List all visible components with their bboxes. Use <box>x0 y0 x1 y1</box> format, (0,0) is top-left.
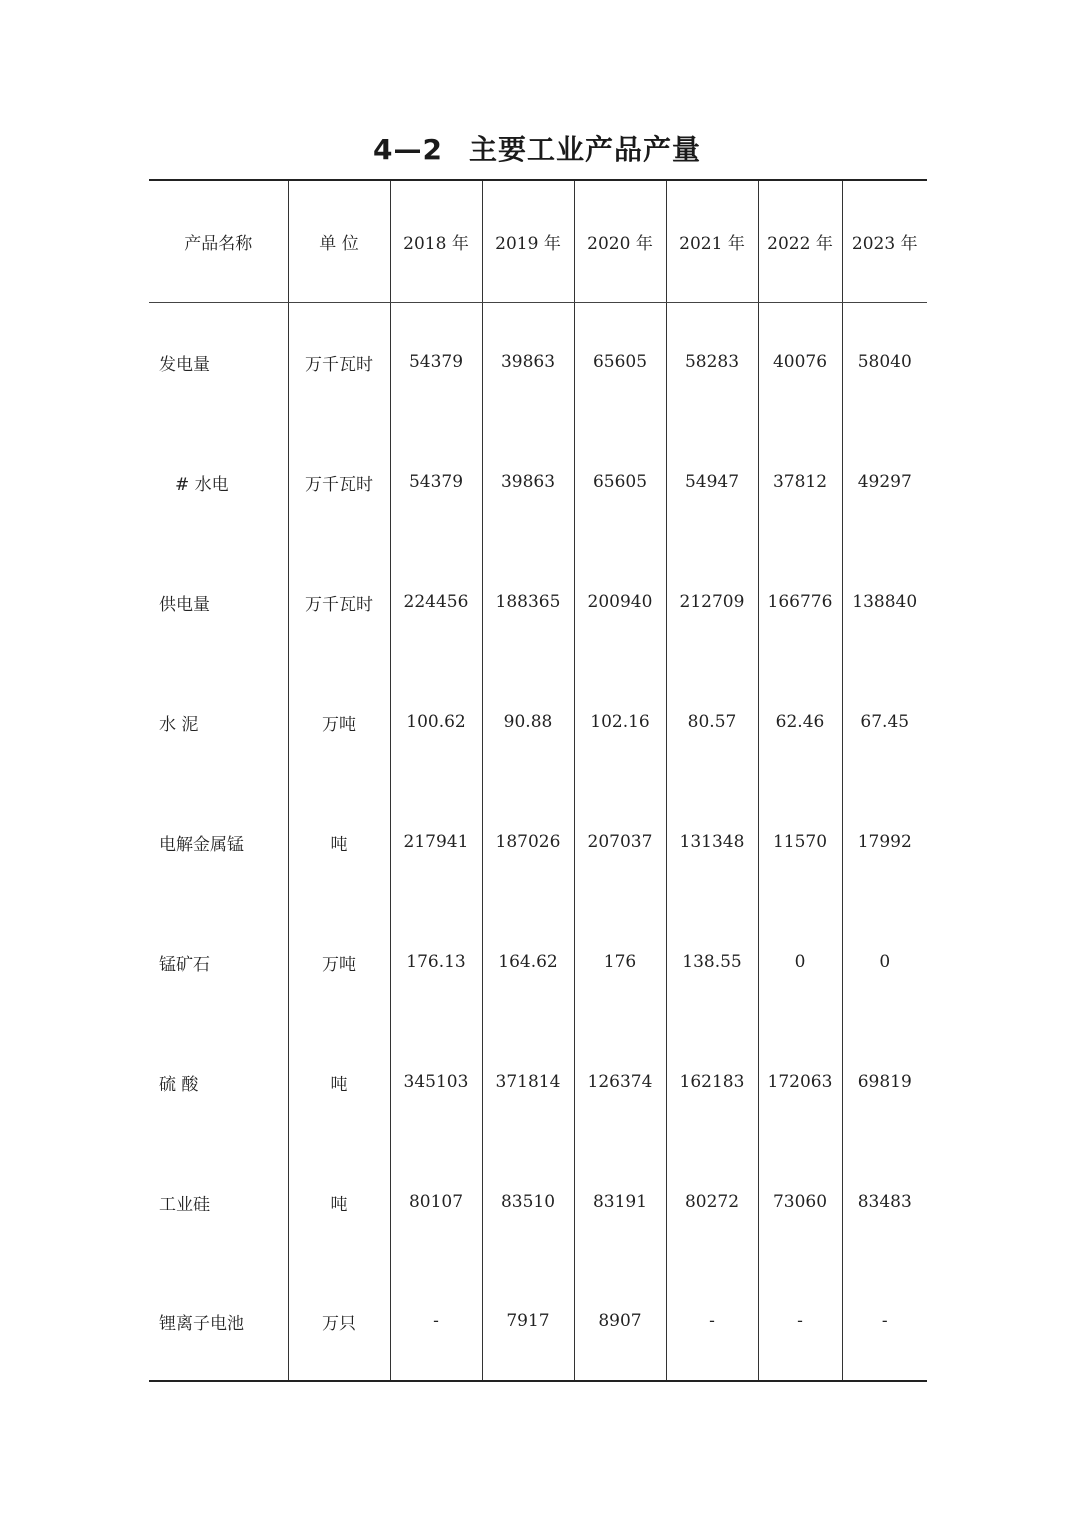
cell-value: 54379 <box>390 302 482 422</box>
cell-value: 126374 <box>574 1022 666 1142</box>
cell-value: 11570 <box>758 782 842 902</box>
cell-value: 131348 <box>666 782 758 902</box>
header-year-2023: 2023 年 <box>842 180 927 302</box>
cell-value: 83510 <box>482 1142 574 1262</box>
cell-value: - <box>842 1262 927 1381</box>
page-title <box>0 128 1074 168</box>
cell-value: 80107 <box>390 1142 482 1262</box>
cell-value: 54379 <box>390 422 482 542</box>
cell-value: 207037 <box>574 782 666 902</box>
cell-unit: 万千瓦时 <box>288 422 390 542</box>
cell-value: 138840 <box>842 542 927 662</box>
cell-value: 65605 <box>574 422 666 542</box>
header-year-2021: 2021 年 <box>666 180 758 302</box>
cell-unit: 万千瓦时 <box>288 302 390 422</box>
cell-value: - <box>666 1262 758 1381</box>
table-row <box>149 1022 927 1142</box>
cell-unit: 吨 <box>288 1142 390 1262</box>
cell-value: 176.13 <box>390 902 482 1022</box>
table-row <box>149 1142 927 1262</box>
cell-value: 0 <box>758 902 842 1022</box>
cell-value: 80.57 <box>666 662 758 782</box>
table-row <box>149 662 927 782</box>
cell-value: 39863 <box>482 302 574 422</box>
cell-value: 54947 <box>666 422 758 542</box>
cell-value: 100.62 <box>390 662 482 782</box>
cell-value: 83191 <box>574 1142 666 1262</box>
cell-value: 187026 <box>482 782 574 902</box>
cell-product-name: 供电量 <box>159 594 210 615</box>
cell-value: 58283 <box>666 302 758 422</box>
cell-value: 37812 <box>758 422 842 542</box>
cell-value: 345103 <box>390 1022 482 1142</box>
cell-unit: 万吨 <box>288 662 390 782</box>
cell-value: 200940 <box>574 542 666 662</box>
cell-value: 162183 <box>666 1022 758 1142</box>
cell-product-name: 锰矿石 <box>159 954 210 975</box>
cell-product-name: # 水电 <box>175 474 229 495</box>
header-unit: 单 位 <box>288 180 390 302</box>
cell-unit: 万千瓦时 <box>288 542 390 662</box>
table-row <box>149 422 927 542</box>
cell-value: 212709 <box>666 542 758 662</box>
cell-value: 138.55 <box>666 902 758 1022</box>
cell-product-name: 锂离子电池 <box>149 1262 288 1381</box>
cell-value: 58040 <box>842 302 927 422</box>
table-number: 4—2 <box>373 133 443 166</box>
header-year-2019: 2019 年 <box>482 180 574 302</box>
cell-product-name: 水 泥 <box>159 714 199 735</box>
cell-unit: 万只 <box>288 1262 390 1381</box>
table-header-row <box>149 180 927 302</box>
cell-product-name: 电解金属锰 <box>159 834 244 855</box>
cell-value: - <box>758 1262 842 1381</box>
table-row <box>149 302 927 422</box>
cell-unit: 吨 <box>288 782 390 902</box>
cell-unit: 吨 <box>288 1022 390 1142</box>
production-table <box>149 179 927 1382</box>
cell-value: 65605 <box>574 302 666 422</box>
cell-value: 40076 <box>758 302 842 422</box>
cell-value: 49297 <box>842 422 927 542</box>
cell-value: - <box>390 1262 482 1381</box>
table-row <box>149 902 927 1022</box>
cell-value: 17992 <box>842 782 927 902</box>
cell-value: 164.62 <box>482 902 574 1022</box>
cell-value: 69819 <box>842 1022 927 1142</box>
cell-value: 73060 <box>758 1142 842 1262</box>
cell-value: 0 <box>842 902 927 1022</box>
table-row <box>149 1262 927 1381</box>
cell-value: 102.16 <box>574 662 666 782</box>
cell-unit: 万吨 <box>288 902 390 1022</box>
cell-value: 62.46 <box>758 662 842 782</box>
table-row <box>149 542 927 662</box>
header-year-2022: 2022 年 <box>758 180 842 302</box>
cell-value: 371814 <box>482 1022 574 1142</box>
cell-product-name: 发电量 <box>159 354 210 375</box>
header-product-name: 产品名称 <box>149 180 288 302</box>
cell-product-name: 硫 酸 <box>159 1074 199 1095</box>
header-year-2018: 2018 年 <box>390 180 482 302</box>
cell-value: 172063 <box>758 1022 842 1142</box>
cell-value: 224456 <box>390 542 482 662</box>
cell-value: 90.88 <box>482 662 574 782</box>
table-row <box>149 782 927 902</box>
cell-value: 39863 <box>482 422 574 542</box>
cell-value: 217941 <box>390 782 482 902</box>
header-year-2020: 2020 年 <box>574 180 666 302</box>
cell-value: 7917 <box>482 1262 574 1381</box>
cell-value: 166776 <box>758 542 842 662</box>
cell-value: 8907 <box>574 1262 666 1381</box>
cell-product-name: 工业硅 <box>159 1194 210 1215</box>
table-title-text: 主要工业产品产量 <box>468 133 701 166</box>
cell-value: 176 <box>574 902 666 1022</box>
cell-value: 188365 <box>482 542 574 662</box>
cell-value: 67.45 <box>842 662 927 782</box>
cell-value: 83483 <box>842 1142 927 1262</box>
cell-value: 80272 <box>666 1142 758 1262</box>
